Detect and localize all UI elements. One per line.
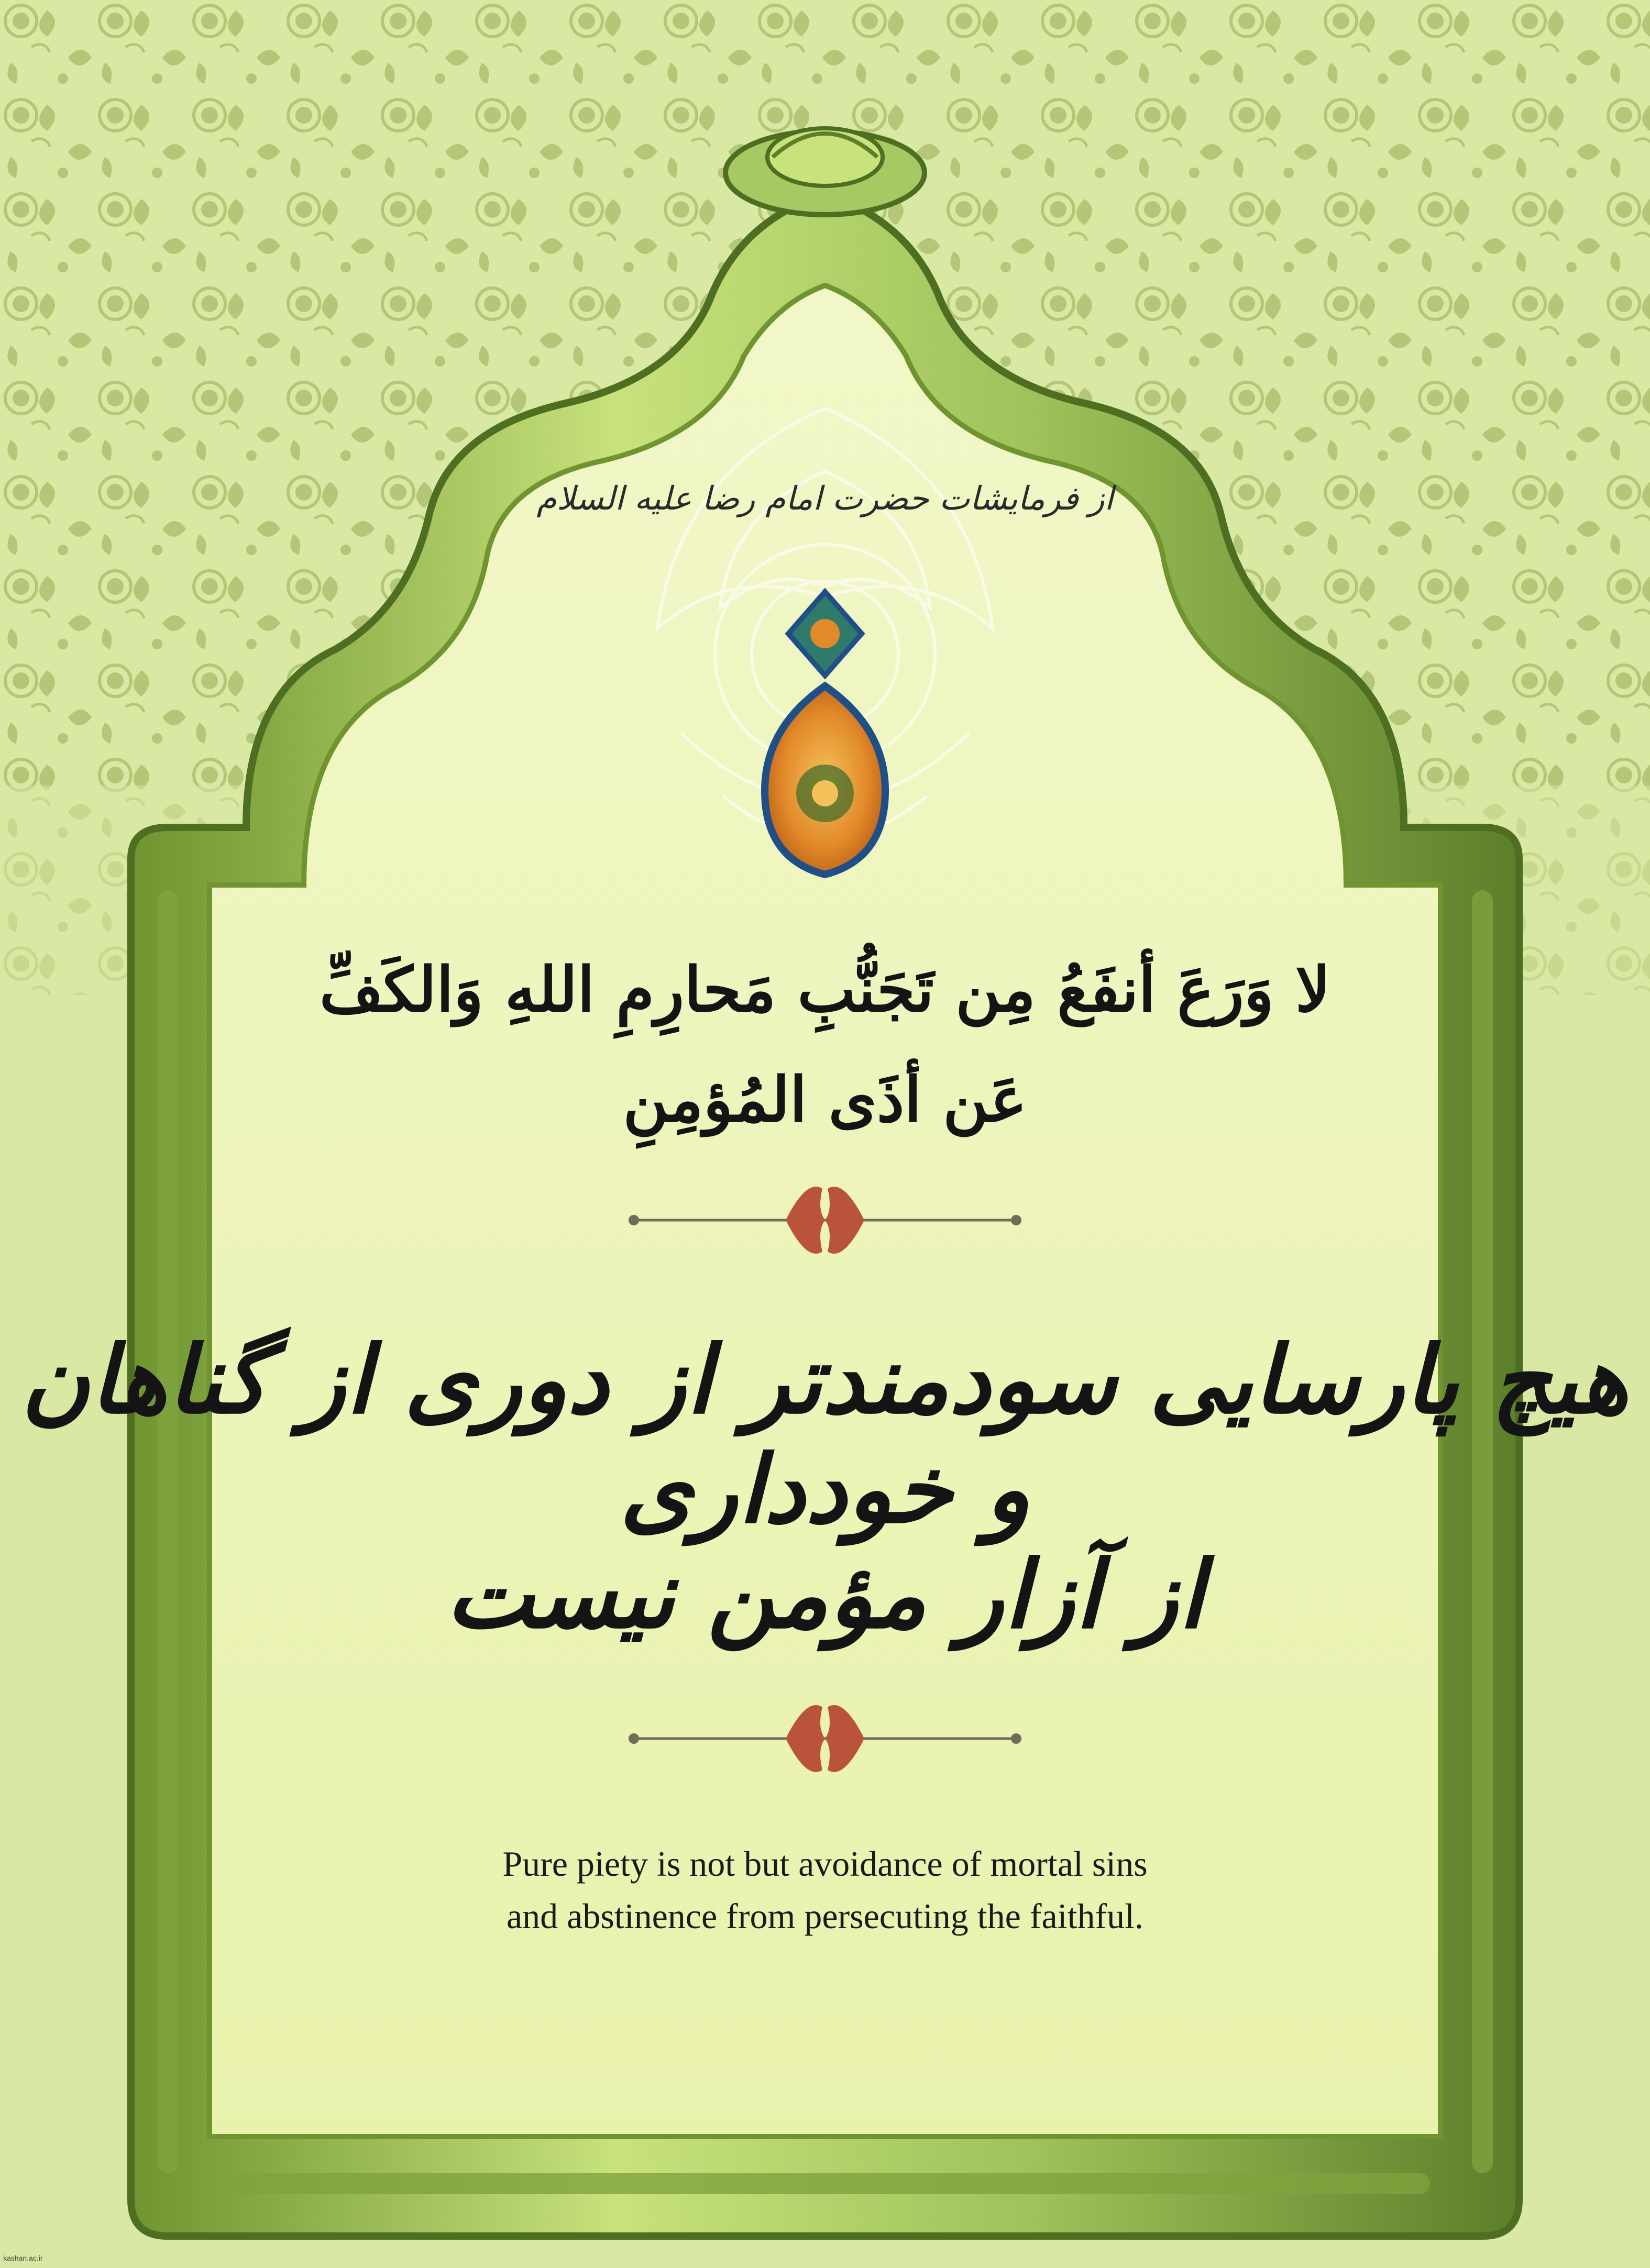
english-translation-line-2: and abstinence from persecuting the faithful.: [507, 1896, 1143, 1936]
source-line: از فرمایشات حضرت امام رضا علیه السلام: [536, 479, 1114, 517]
arabic-hadith-line-2: عَن أذَى المُؤمِنِ: [623, 1063, 1027, 1136]
persian-translation-line-2: از آزار مؤمن نیست: [446, 1540, 1204, 1649]
arch-crest-icon: [725, 128, 925, 215]
persian-translation-line-1: هیچ پارسایی سودمندتر از دوری از گناهان و خودداری: [21, 1325, 1629, 1544]
credit-text: kashan.ac.ir: [3, 2254, 43, 2262]
english-translation-line-1: Pure piety is not but avoidance of mortal sins: [502, 1844, 1148, 1884]
arabic-hadith-line-1: لا وَرَعَ أنفَعُ مِن تَجَنُّبِ مَحارِمِ اللهِ وَالكَفِّ: [319, 953, 1331, 1026]
